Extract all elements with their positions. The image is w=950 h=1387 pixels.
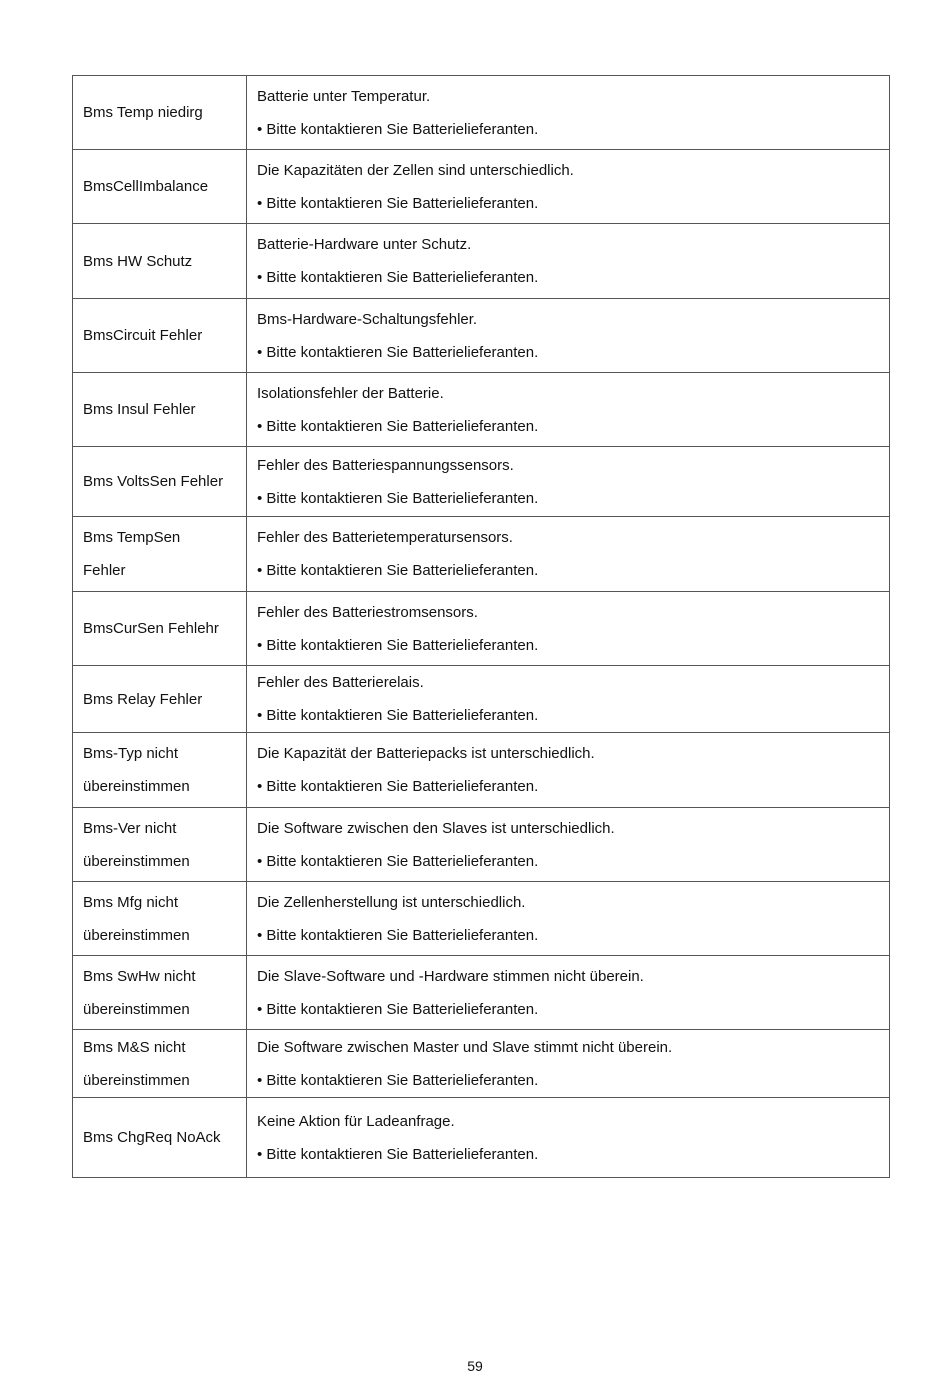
fault-code-text: BmsCurSen Fehlehr bbox=[83, 620, 219, 637]
fault-description-text: Isolationsfehler der Batterie. bbox=[257, 384, 444, 402]
fault-code-text: übereinstimmen bbox=[83, 852, 190, 870]
table-row bbox=[73, 373, 890, 447]
fault-description-text: Keine Aktion für Ladeanfrage. bbox=[257, 1112, 455, 1130]
fault-action-text: • Bitte kontaktieren Sie Batterielieferanten. bbox=[257, 707, 539, 724]
fault-code-text: übereinstimmen bbox=[83, 778, 190, 795]
fault-action-text: • Bitte kontaktieren Sie Batterielieferanten. bbox=[257, 417, 539, 435]
fault-code-text: Bms SwHw nicht bbox=[83, 967, 196, 985]
table-row bbox=[73, 299, 890, 373]
fault-description-cell bbox=[247, 1098, 890, 1178]
table-row bbox=[73, 150, 890, 224]
fault-action-text: • Bitte kontaktieren Sie Batterielieferanten. bbox=[257, 926, 539, 944]
fault-action-text: • Bitte kontaktieren Sie Batterielieferanten. bbox=[257, 194, 539, 212]
table-row bbox=[73, 666, 890, 733]
fault-code-cell bbox=[73, 517, 247, 592]
fault-code-cell bbox=[73, 733, 247, 808]
fault-description-text: Bms-Hardware-Schaltungsfehler. bbox=[257, 310, 478, 328]
fault-description-text: Fehler des Batterietemperatursensors. bbox=[257, 529, 513, 546]
fault-code-text: Bms TempSen bbox=[83, 529, 181, 546]
table-row bbox=[73, 224, 890, 299]
fault-description-cell bbox=[247, 882, 890, 956]
fault-table bbox=[72, 75, 890, 1178]
fault-description-cell bbox=[247, 592, 890, 666]
table-row bbox=[73, 808, 890, 882]
fault-code-text: übereinstimmen bbox=[83, 1000, 190, 1018]
fault-code-cell bbox=[73, 1098, 247, 1178]
fault-code-text: Bms Temp niedirg bbox=[83, 104, 203, 121]
fault-description-cell bbox=[247, 447, 890, 517]
fault-code-text: Bms M&S nicht bbox=[83, 1038, 186, 1056]
fault-action-text: • Bitte kontaktieren Sie Batterielieferanten. bbox=[257, 1071, 539, 1089]
fault-code-cell bbox=[73, 447, 247, 517]
table-row bbox=[73, 733, 890, 808]
fault-code-cell bbox=[73, 666, 247, 733]
fault-description-text: Fehler des Batterierelais. bbox=[257, 674, 424, 691]
fault-action-text: • Bitte kontaktieren Sie Batterielieferanten. bbox=[257, 852, 539, 870]
fault-description-text: Die Slave-Software und -Hardware stimmen nicht überein. bbox=[257, 967, 644, 985]
fault-action-text: • Bitte kontaktieren Sie Batterielieferanten. bbox=[257, 1000, 539, 1018]
fault-code-cell bbox=[73, 224, 247, 299]
fault-description-text: Batterie-Hardware unter Schutz. bbox=[257, 236, 472, 253]
fault-description-cell bbox=[247, 76, 890, 150]
table-row bbox=[73, 447, 890, 517]
fault-action-text: • Bitte kontaktieren Sie Batterielieferanten. bbox=[257, 636, 539, 654]
fault-description-cell bbox=[247, 1030, 890, 1098]
fault-description-cell bbox=[247, 150, 890, 224]
fault-code-text: Bms VoltsSen Fehler bbox=[83, 473, 224, 490]
fault-description-text: Die Kapazitäten der Zellen sind unterschiedlich. bbox=[257, 161, 574, 179]
fault-table-body bbox=[73, 76, 890, 1178]
fault-description-cell bbox=[247, 808, 890, 882]
fault-code-text: übereinstimmen bbox=[83, 926, 190, 944]
fault-code-cell bbox=[73, 76, 247, 150]
fault-code-text: BmsCircuit Fehler bbox=[83, 327, 203, 344]
fault-code-text: Bms Relay Fehler bbox=[83, 690, 203, 708]
fault-action-text: • Bitte kontaktieren Sie Batterielieferanten. bbox=[257, 562, 539, 579]
fault-code-cell bbox=[73, 808, 247, 882]
fault-description-text: Batterie unter Temperatur. bbox=[257, 87, 431, 105]
fault-action-text: • Bitte kontaktieren Sie Batterielieferanten. bbox=[257, 343, 539, 361]
fault-code-text: Fehler bbox=[83, 562, 126, 579]
table-row bbox=[73, 76, 890, 150]
fault-code-cell bbox=[73, 150, 247, 224]
table-row bbox=[73, 592, 890, 666]
fault-description-text: Fehler des Batteriestromsensors. bbox=[257, 603, 478, 621]
fault-code-text: Bms-Ver nicht bbox=[83, 819, 177, 837]
fault-code-cell bbox=[73, 956, 247, 1030]
fault-description-text: Die Kapazität der Batteriepacks ist unterschiedlich. bbox=[257, 745, 595, 762]
page-number: 59 bbox=[467, 1358, 483, 1374]
fault-code-text: BmsCellImbalance bbox=[83, 178, 209, 195]
fault-code-text: Bms Insul Fehler bbox=[83, 401, 196, 418]
fault-code-cell bbox=[73, 1030, 247, 1098]
fault-code-text: Bms ChgReq NoAck bbox=[83, 1129, 221, 1146]
fault-action-text: • Bitte kontaktieren Sie Batterielieferanten. bbox=[257, 120, 539, 138]
fault-code-cell bbox=[73, 882, 247, 956]
fault-action-text: • Bitte kontaktieren Sie Batterielieferanten. bbox=[257, 1145, 539, 1163]
table-row bbox=[73, 517, 890, 592]
table-row bbox=[73, 956, 890, 1030]
fault-action-text: • Bitte kontaktieren Sie Batterielieferanten. bbox=[257, 269, 539, 286]
fault-description-cell bbox=[247, 373, 890, 447]
fault-description-text: Fehler des Batteriespannungssensors. bbox=[257, 456, 514, 474]
fault-code-text: übereinstimmen bbox=[83, 1071, 190, 1089]
fault-action-text: • Bitte kontaktieren Sie Batterielieferanten. bbox=[257, 778, 539, 795]
table-row bbox=[73, 1030, 890, 1098]
table-row bbox=[73, 1098, 890, 1178]
fault-description-text: Die Software zwischen Master und Slave stimmt nicht überein. bbox=[257, 1038, 673, 1056]
fault-action-text: • Bitte kontaktieren Sie Batterielieferanten. bbox=[257, 489, 539, 507]
fault-code-cell bbox=[73, 592, 247, 666]
fault-description-cell bbox=[247, 299, 890, 373]
fault-code-cell bbox=[73, 373, 247, 447]
fault-description-text: Die Zellenherstellung ist unterschiedlich. bbox=[257, 893, 526, 911]
fault-description-cell bbox=[247, 517, 890, 592]
fault-description-cell bbox=[247, 733, 890, 808]
fault-code-cell bbox=[73, 299, 247, 373]
fault-code-text: Bms Mfg nicht bbox=[83, 893, 179, 911]
fault-description-cell bbox=[247, 956, 890, 1030]
fault-code-text: Bms HW Schutz bbox=[83, 252, 193, 270]
fault-description-cell bbox=[247, 666, 890, 733]
fault-description-text: Die Software zwischen den Slaves ist unterschiedlich. bbox=[257, 819, 615, 837]
fault-description-cell bbox=[247, 224, 890, 299]
table-row bbox=[73, 882, 890, 956]
fault-code-text: Bms-Typ nicht bbox=[83, 745, 179, 762]
